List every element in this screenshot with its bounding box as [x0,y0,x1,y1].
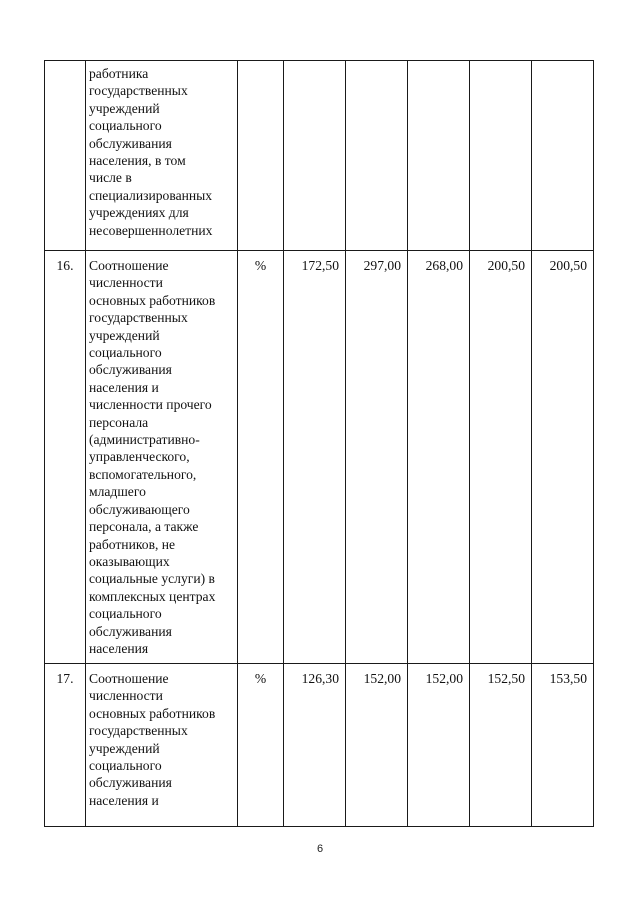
value-cell [470,61,532,251]
name-line: (административно- [89,432,200,448]
value-cell [532,61,594,251]
name-line: комплексных центрах [89,588,216,604]
indicator-name [86,61,238,251]
name-line: численности [89,275,163,291]
value-cell [346,61,408,251]
table-row [45,61,594,251]
value-cell: 153,50 [532,664,594,827]
unit-cell: % [238,664,284,827]
name-line: младшего [89,484,146,500]
name-line: численности прочего [89,397,212,413]
value-cell: 152,50 [470,664,532,827]
name-line: населения и [89,792,159,808]
name-line: числе в [89,170,132,186]
name-line: несовершеннолетних [89,222,213,238]
value-cell: 268,00 [408,251,470,664]
name-line: государственных [89,83,188,99]
name-line: обслуживания [89,135,172,151]
name-line: основных работников [89,705,216,721]
name-line: населения, в том [89,153,186,169]
name-line: государственных [89,723,188,739]
row-number [45,61,86,251]
name-line: численности [89,688,163,704]
value-cell [284,61,346,251]
name-line: государственных [89,310,188,326]
indicator-table [44,60,594,827]
page-number: 6 [316,843,324,855]
row-number: 17. [45,664,86,827]
name-line: обслуживания [89,623,172,639]
value-cell: 200,50 [470,251,532,664]
value-cell: 152,00 [408,664,470,827]
name-line: работника [89,66,149,81]
name-line: основных работников [89,292,216,308]
name-line: социальные услуги) в [89,571,215,587]
indicator-name [86,251,238,664]
name-line: вспомогательного, [89,466,197,482]
unit-cell: % [238,251,284,664]
value-cell [408,61,470,251]
unit-cell [238,61,284,251]
name-line: оказывающих [89,553,170,569]
name-line: работников, не [89,536,176,552]
table-row [45,251,594,664]
name-line: населения и [89,379,159,395]
name-line: социального [89,606,162,622]
name-line: обслуживания [89,362,172,378]
name-line: Соотношение [89,671,169,686]
value-cell: 200,50 [532,251,594,664]
table-row [45,664,594,827]
row-number: 16. [45,251,86,664]
name-line: социального [89,118,162,134]
name-line: населения [89,640,149,656]
name-line: учреждений [89,740,160,756]
name-line: обслуживающего [89,501,190,517]
name-line: специализированных [89,187,213,203]
name-line: обслуживания [89,775,172,791]
name-line: учреждениях для [89,205,189,221]
value-cell: 126,30 [284,664,346,827]
name-line: учреждений [89,100,160,116]
value-cell: 152,00 [346,664,408,827]
value-cell: 297,00 [346,251,408,664]
name-line: учреждений [89,327,160,343]
name-line: социального [89,345,162,361]
name-line: управленческого, [89,449,190,465]
name-line: Соотношение [89,258,169,273]
name-line: персонала [89,414,149,430]
value-cell: 172,50 [284,251,346,664]
name-line: социального [89,758,162,774]
indicator-name [86,664,238,827]
name-line: персонала, а также [89,519,199,535]
